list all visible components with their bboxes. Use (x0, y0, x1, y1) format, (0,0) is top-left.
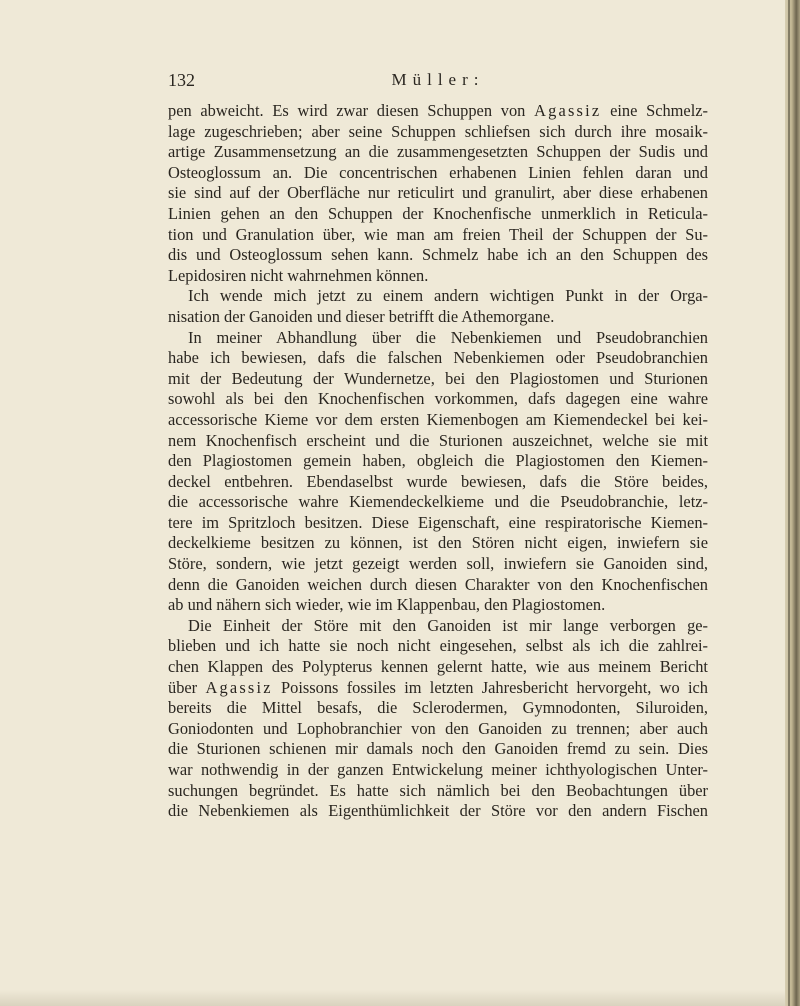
book-spine-line (788, 0, 790, 1006)
text-line: war nothwendig in der ganzen Entwickelung meiner ichthyologischen Unter- (168, 760, 708, 779)
text-line: die accessorische wahre Kiemendeckelkieme und die Pseudobranchie, letz- (168, 492, 708, 512)
page-number: 132 (168, 70, 195, 90)
text-line: dis und Osteoglossum sehen kann. Schmelz habe ich an den Schuppen des (168, 245, 708, 265)
page-header (168, 70, 708, 94)
text-line: die Nebenkiemen als Eigenthümlichkeit der Störe vor den andern Fischen (168, 801, 708, 821)
text-line: über Agassiz Poissons fossiles im letzten Jahresbericht hervorgeht, wo ich (168, 677, 708, 697)
running-head: Müller: (391, 70, 485, 89)
text-line: nem Knochenfisch erscheint und die Sturionen auszeichnet, welche sie mit (168, 430, 708, 450)
text-line: sowohl als bei den Knochenfischen vorkommen, dafs dagegen eine wahre (168, 389, 708, 409)
text-line: denn die Ganoiden weichen durch diesen Charakter von den Knochenfischen (168, 574, 708, 594)
text-line: artige Zusammensetzung an die zusammengesetzten Schuppen der Sudis und (168, 142, 708, 162)
text-line: die Sturionen schienen mir damals noch den Ganoiden fremd zu sein. Dies (168, 739, 708, 759)
page-bottom-shadow (0, 990, 785, 1006)
author-name: Agassiz (534, 101, 602, 120)
text-line: suchungen begründet. Es hatte sich nämlich bei den Beobachtungen über (168, 780, 708, 800)
paragraph-start: In meiner Abhandlung über die Nebenkiemen und Pseudobranchien (188, 327, 708, 347)
text-line: chen Klappen des Polypterus kennen gelernt hatte, wie aus meinem Bericht (168, 657, 708, 677)
text-line: Lepidosiren nicht wahrnehmen können. (168, 265, 429, 285)
text-line: den Plagiostomen gemein haben, obgleich die Plagiostomen den Kiemen- (168, 451, 708, 471)
paragraph-start: Die Einheit der Störe mit den Ganoiden ist mir lange verborgen ge- (188, 615, 708, 635)
text-line: lage zugeschrieben; aber seine Schuppen schliefsen sich durch ihre mosaik- (168, 121, 708, 141)
text-line: deckelkieme besitzen zu können, ist den Stören nicht eigen, inwiefern sie (168, 533, 708, 553)
text-line: tion und Granulation über, wie man am freien Theil der Schuppen der Su- (168, 224, 708, 244)
text-line: ab und nähern sich wieder, wie im Klappenbau, den Plagiostomen. (168, 595, 606, 615)
text-line: habe ich bewiesen, dafs die falschen Nebenkiemen oder Pseudobranchien (168, 348, 708, 368)
text-line: Osteoglossum an. Die concentrischen erhabenen Linien fehlen daran und (168, 162, 708, 182)
text-line: nisation der Ganoiden und dieser betrifft die Athemorgane. (168, 306, 555, 326)
text-line: mit der Bedeutung der Wundernetze, bei den Plagiostomen und Sturionen (168, 368, 708, 388)
text-line: tere im Spritzloch besitzen. Diese Eigenschaft, eine respiratorische Kiemen- (168, 512, 708, 532)
text-line: bereits die Mittel besafs, die Sclerodermen, Gymnodonten, Siluroiden, (168, 698, 708, 718)
text-line: Linien gehen an den Schuppen der Knochenfische unmerklich in Reticula- (168, 203, 708, 223)
text-line: Goniodonten und Lophobranchier von den Ganoiden zu trennen; aber auch (168, 718, 708, 738)
paragraph-start: Ich wende mich jetzt zu einem andern wichtigen Punkt in der Orga- (188, 286, 708, 306)
text-line: blieben und ich hatte sie noch nicht eingesehen, selbst als ich die zahlrei- (168, 636, 708, 656)
text-line: pen abweicht. Es wird zwar diesen Schuppen von Agassiz eine Schmelz- (168, 101, 708, 120)
text-line: Störe, sondern, wie jetzt gezeigt werden soll, inwiefern sie Ganoiden sind, (168, 554, 708, 574)
text-line: deckel entbehren. Ebendaselbst wurde bewiesen, dafs die Störe beides, (168, 471, 708, 491)
body-text (168, 101, 708, 822)
author-name: Agassiz (205, 677, 273, 697)
text-line: sie sind auf der Oberfläche nur reticulirt und granulirt, aber diese erhabenen (168, 183, 708, 203)
text-line: accessorische Kieme vor dem ersten Kiemenbogen am Kiemendeckel bei kei- (168, 409, 708, 429)
